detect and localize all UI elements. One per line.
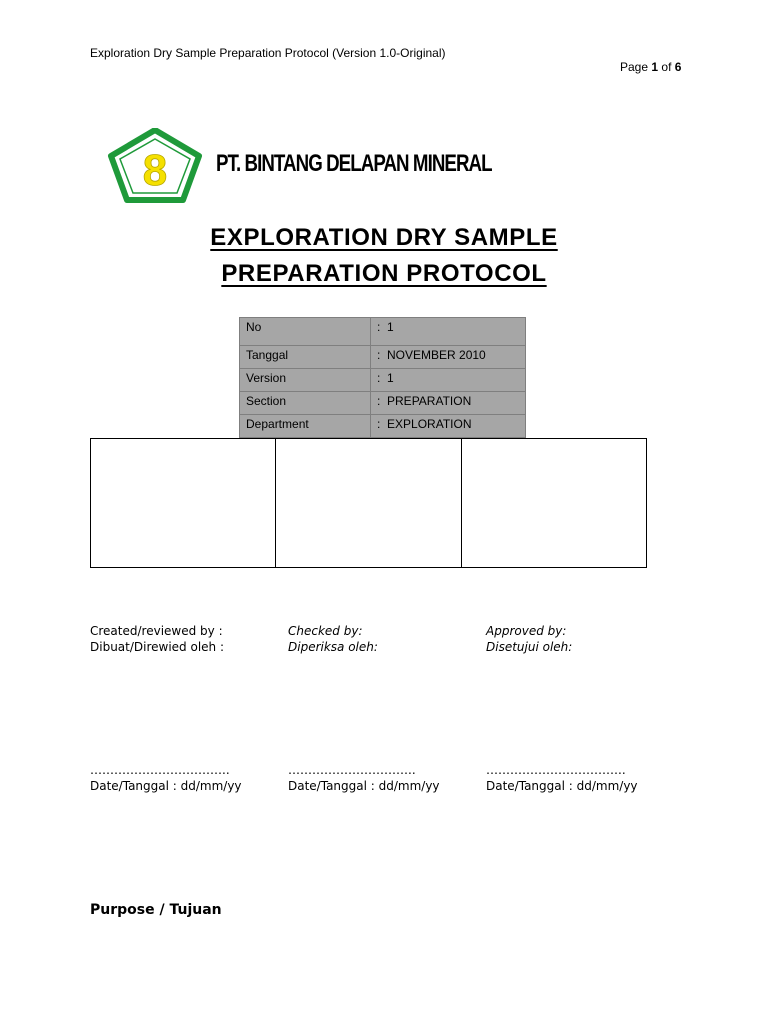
page-current: 1 (651, 60, 659, 74)
role-label-id: Dibuat/Direwied oleh : (90, 640, 225, 654)
signature-date: Date/Tanggal : dd/mm/yy (90, 779, 242, 793)
document-title-line2: PREPARATION PROTOCOL (221, 260, 547, 287)
document-title-line1: EXPLORATION DRY SAMPLE (210, 224, 558, 251)
signature-box-approved (462, 439, 646, 567)
signature-line-created (90, 762, 242, 794)
signature-box-checked (276, 439, 461, 567)
table-row (240, 318, 526, 346)
signature-role-created (90, 623, 224, 655)
info-value-cell: : 1 (371, 318, 526, 346)
info-value: 1 (387, 371, 394, 385)
info-value-cell: : 1 (371, 369, 526, 392)
signature-role-approved (486, 623, 572, 655)
document-info-table (239, 317, 526, 438)
info-value: PREPARATION (387, 394, 472, 408)
logo-digit: 8 (142, 146, 168, 195)
section-heading-purpose: Purpose / Tujuan (90, 902, 222, 918)
table-row (240, 369, 526, 392)
table-row (240, 392, 526, 415)
page-total: 6 (674, 60, 682, 74)
company-logo-icon (107, 128, 203, 204)
signature-date: Date/Tanggal : dd/mm/yy (486, 779, 638, 793)
info-value-cell: : NOVEMBER 2010 (371, 346, 526, 369)
role-label-en: Checked by: (288, 624, 363, 638)
info-value: 1 (387, 320, 394, 334)
signature-box-created (91, 439, 276, 567)
info-value-cell: : EXPLORATION (371, 415, 526, 438)
signature-dots: …………………………….. (486, 763, 626, 777)
info-label: Section (240, 392, 371, 415)
page-prefix: Page (620, 60, 649, 74)
info-label: Department (240, 415, 371, 438)
signature-role-checked (288, 623, 378, 655)
role-label-id: Diperiksa oleh: (288, 640, 378, 654)
table-row (240, 415, 526, 438)
info-value: EXPLORATION (387, 417, 472, 431)
table-row (240, 346, 526, 369)
role-label-id: Disetujui oleh: (486, 640, 573, 654)
role-label-en: Approved by: (486, 624, 567, 638)
page-number (620, 60, 681, 74)
signature-line-checked (288, 762, 440, 794)
signature-boxes (90, 438, 647, 568)
signature-date: Date/Tanggal : dd/mm/yy (288, 779, 440, 793)
running-header-title: Exploration Dry Sample Preparation Protocol (Version 1.0-Original) (90, 46, 446, 60)
info-label: Version (240, 369, 371, 392)
info-value: NOVEMBER 2010 (387, 348, 486, 362)
info-value-cell: : PREPARATION (371, 392, 526, 415)
signature-line-approved (486, 762, 638, 794)
info-label: Tanggal (240, 346, 371, 369)
signature-dots: ………………………….. (288, 763, 416, 777)
info-label: No (240, 318, 371, 346)
company-name: PT. BINTANG DELAPAN MINERAL (216, 150, 492, 177)
role-label-en: Created/reviewed by : (90, 624, 223, 638)
page-of: of (661, 60, 672, 74)
signature-dots: …………………………….. (90, 763, 230, 777)
